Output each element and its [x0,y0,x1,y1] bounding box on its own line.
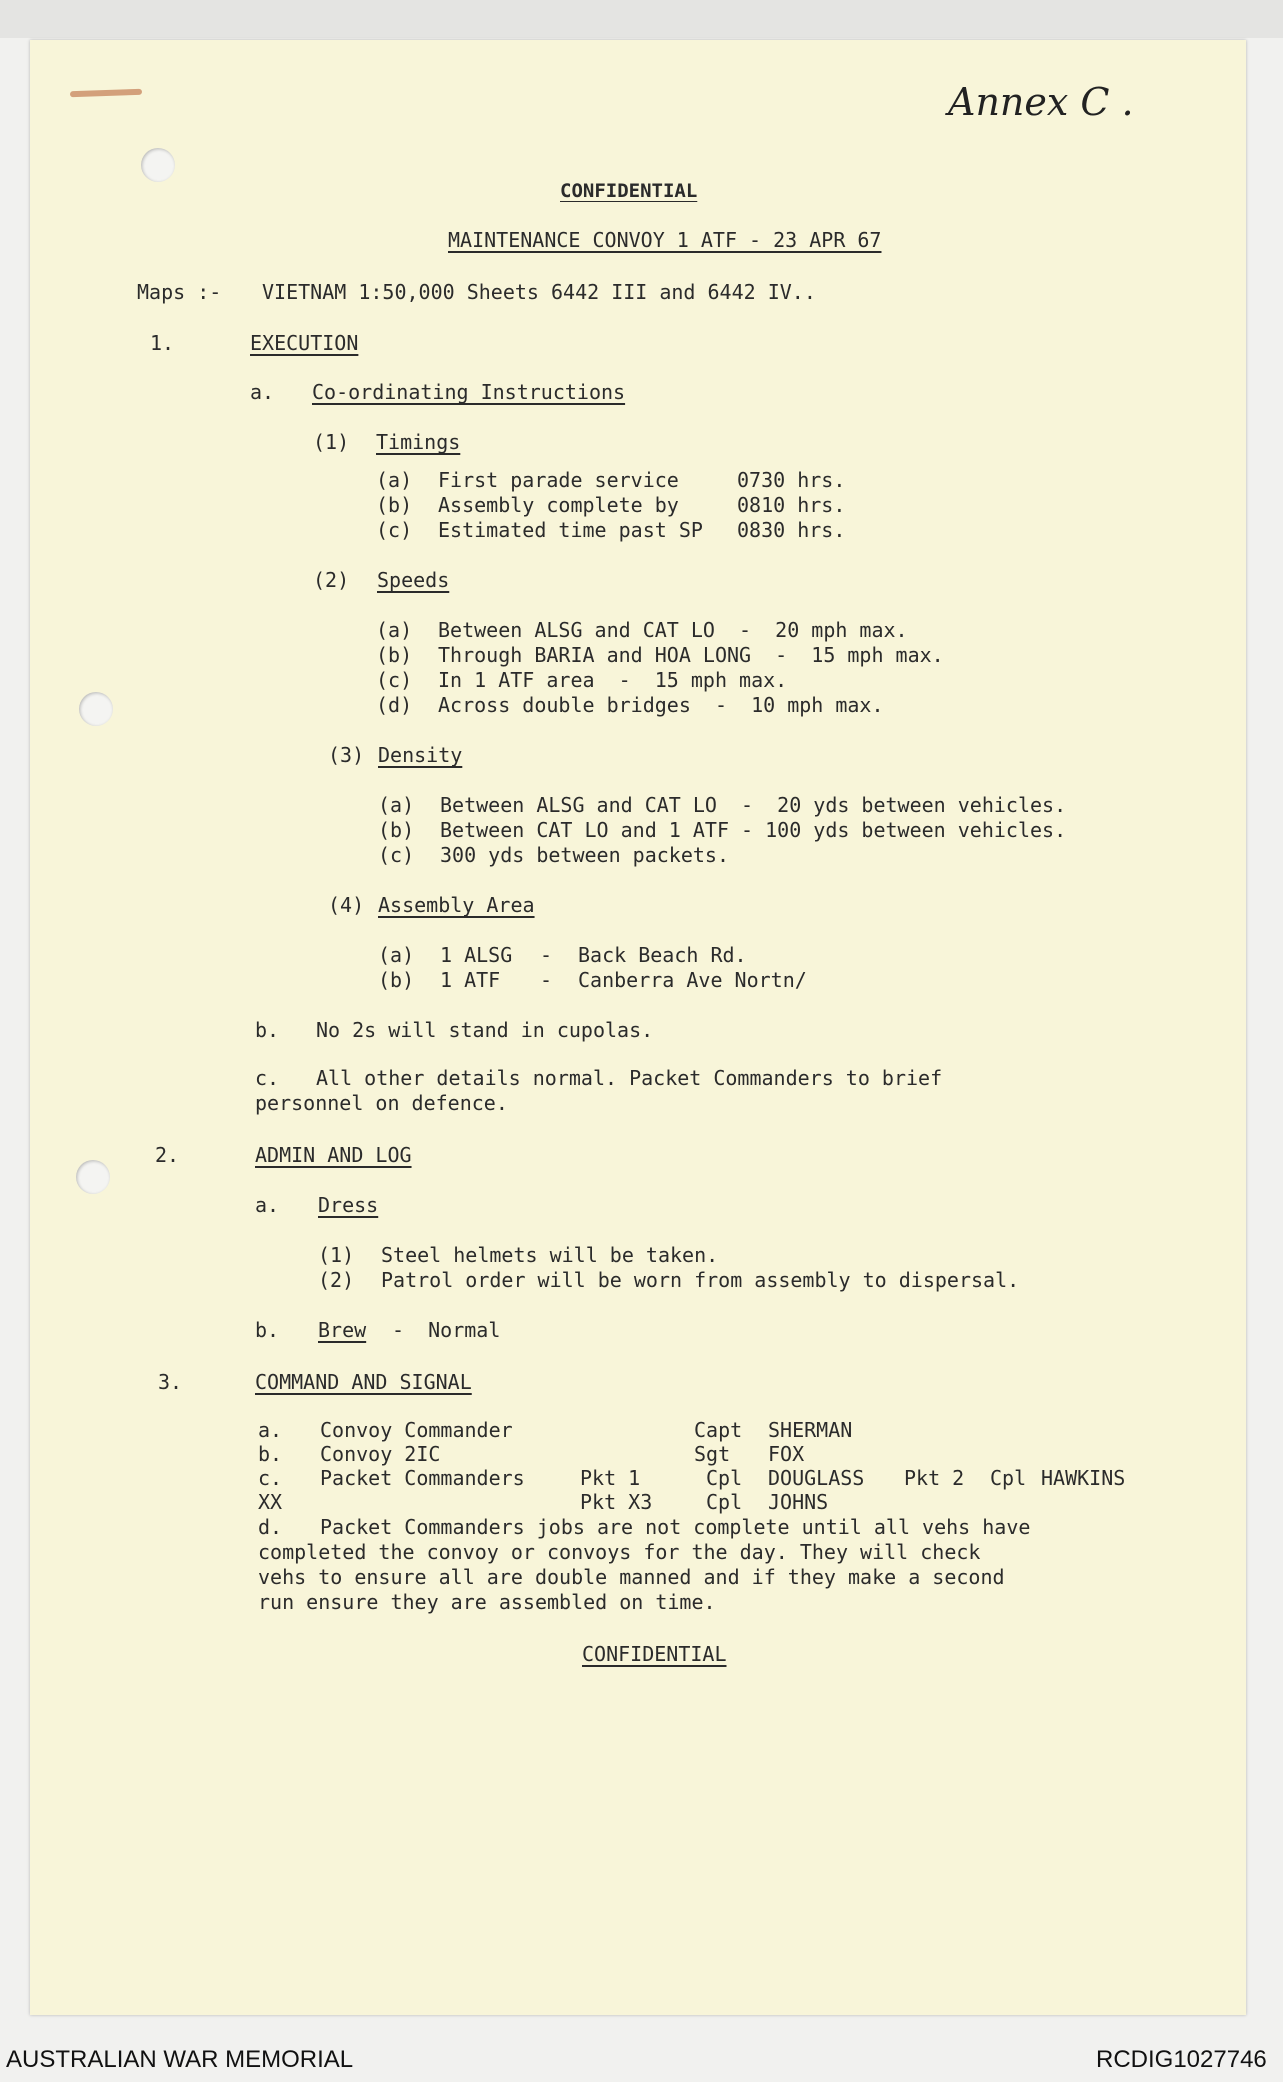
density-heading: Density [378,743,463,767]
timing-value: 0810 hrs. [737,493,846,517]
speed-item: In 1 ATF area - 15 mph max. [438,668,788,692]
punch-hole-lower [76,1160,110,1194]
section-3-heading: COMMAND AND SIGNAL [255,1370,472,1394]
speeds-number: (2) [313,568,350,592]
timings-number: (1) [313,430,350,454]
list-marker: (a) [378,793,415,817]
command-packet: Pkt 1 [580,1466,641,1490]
section-2a-marker: a. [255,1193,280,1217]
section-1c-marker: c. [255,1066,280,1090]
assembly-dash: - [540,943,553,967]
list-marker: (b) [378,968,415,992]
section-1c-line-1: All other details normal. Packet Commanders to brief [316,1066,943,1090]
section-3d-line-4: run ensure they are assembled on time. [258,1590,716,1614]
command-marker: XX [258,1490,283,1514]
command-rank: Capt [694,1418,743,1442]
punch-hole-top [141,148,175,182]
command-marker: c. [258,1466,283,1490]
section-1b-text: No 2s will stand in cupolas. [316,1018,654,1042]
assembly-place: Back Beach Rd. [578,943,747,967]
viewer-top-bar [0,0,1283,38]
assembly-place: Canberra Ave Nortn/ [578,968,807,992]
assembly-number: (4) [328,893,365,917]
header-confidential: CONFIDENTIAL [560,180,698,202]
list-marker: (c) [378,843,415,867]
section-3d-line-2: completed the convoy or convoys for the day. They will check [258,1540,981,1564]
list-marker: (b) [376,643,413,667]
timing-label: Assembly complete by [438,493,679,517]
list-marker: (a) [376,468,413,492]
list-marker: (b) [376,493,413,517]
assembly-unit: 1 ATF [440,968,501,992]
command-packet-2: Pkt 2 [904,1466,965,1490]
density-item: Between CAT LO and 1 ATF - 100 yds between vehicles. [440,818,1067,842]
section-3d-line-1: Packet Commanders jobs are not complete until all vehs have [320,1515,1031,1539]
pencil-mark [70,89,142,98]
command-role: Convoy Commander [320,1418,513,1442]
section-1a-heading: Co-ordinating Instructions [312,380,626,404]
list-marker: (a) [378,943,415,967]
assembly-unit: 1 ALSG [440,943,513,967]
command-rank: Cpl [706,1490,743,1514]
list-marker: (c) [376,668,413,692]
list-marker: (c) [376,518,413,542]
section-2b-text: - Normal [392,1318,501,1342]
section-2-number: 2. [155,1143,180,1167]
timing-value: 0830 hrs. [737,518,846,542]
timings-heading: Timings [376,430,461,454]
maps-label: Maps :- [137,280,222,304]
list-marker: (2) [318,1268,355,1292]
speed-item: Between ALSG and CAT LO - 20 mph max. [438,618,908,642]
command-marker: a. [258,1418,283,1442]
maps-text: VIETNAM 1:50,000 Sheets 6442 III and 6442 IV.. [262,280,816,304]
section-1a-marker: a. [250,380,275,404]
section-1-heading: EXECUTION [250,331,359,355]
footer-confidential: CONFIDENTIAL [582,1642,727,1666]
list-marker: (b) [378,818,415,842]
section-3-number: 3. [158,1370,183,1394]
handwritten-annotation: Annex C . [948,80,1134,124]
command-rank: Cpl [706,1466,743,1490]
timing-label: Estimated time past SP [438,518,703,542]
command-name: DOUGLASS [768,1466,865,1490]
section-1b-marker: b. [255,1018,280,1042]
density-item: Between ALSG and CAT LO - 20 yds between vehicles. [440,793,1067,817]
dress-item: Steel helmets will be taken. [381,1243,719,1267]
command-name: SHERMAN [768,1418,853,1442]
command-name: FOX [768,1442,805,1466]
density-number: (3) [328,743,365,767]
command-packet: Pkt X3 [580,1490,653,1514]
command-rank-2: Cpl [990,1466,1027,1490]
section-2-heading: ADMIN AND LOG [255,1143,412,1167]
list-marker: (d) [376,693,413,717]
section-2b-marker: b. [255,1318,280,1342]
timing-label: First parade service [438,468,679,492]
list-marker: (1) [318,1243,355,1267]
density-item: 300 yds between packets. [440,843,729,867]
dress-item: Patrol order will be worn from assembly to dispersal. [381,1268,1020,1292]
section-2a-heading: Dress [318,1193,379,1217]
archive-source: AUSTRALIAN WAR MEMORIAL [6,2046,354,2073]
command-name: JOHNS [768,1490,829,1514]
section-2b-heading: Brew [318,1318,367,1342]
command-name-2: HAWKINS [1041,1466,1126,1490]
archive-id: RCDIG1027746 [1096,2046,1267,2073]
speed-item: Across double bridges - 10 mph max. [438,693,884,717]
section-1c-line-2: personnel on defence. [255,1091,508,1115]
document-title: MAINTENANCE CONVOY 1 ATF - 23 APR 67 [448,228,882,252]
command-role: Convoy 2IC [320,1442,441,1466]
speed-item: Through BARIA and HOA LONG - 15 mph max. [438,643,944,667]
section-1-number: 1. [150,331,175,355]
speeds-heading: Speeds [377,568,450,592]
punch-hole-middle [79,692,113,726]
timing-value: 0730 hrs. [737,468,846,492]
section-3d-marker: d. [258,1515,283,1539]
command-role: Packet Commanders [320,1466,525,1490]
list-marker: (a) [376,618,413,642]
assembly-dash: - [540,968,553,992]
assembly-heading: Assembly Area [378,893,535,917]
command-rank: Sgt [694,1442,731,1466]
command-marker: b. [258,1442,283,1466]
section-3d-line-3: vehs to ensure all are double manned and if they make a second [258,1565,1005,1589]
